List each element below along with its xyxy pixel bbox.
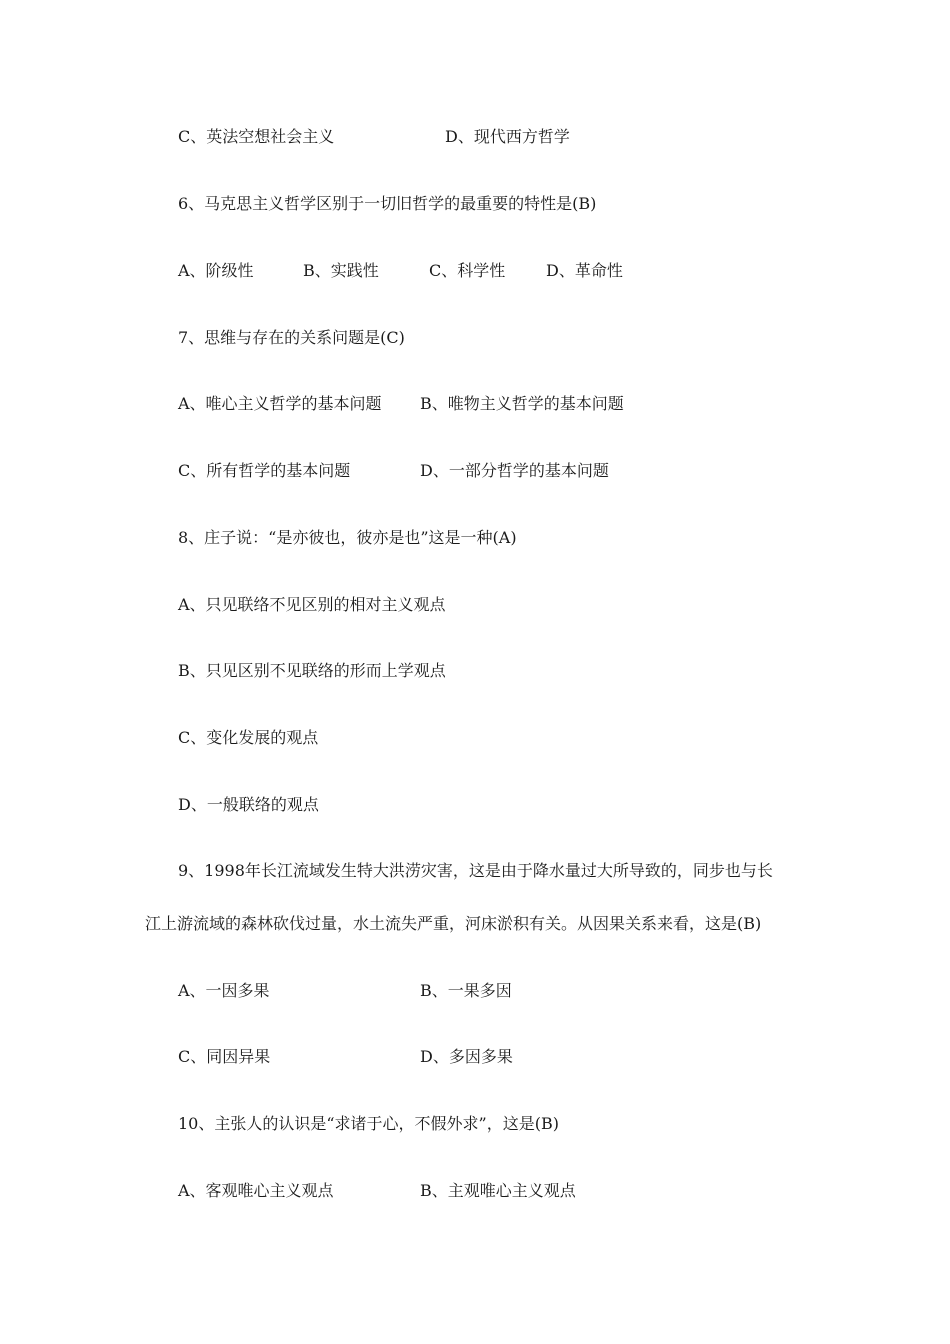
q8-option-b: B、只见区别不见联络的形而上学观点 <box>178 661 446 680</box>
q5-option-c: C、英法空想社会主义 <box>178 127 335 146</box>
q8-option-a: A、只见联络不见区别的相对主义观点 <box>178 595 446 614</box>
q9-stem-line-2: 江上游流域的森林砍伐过量，水土流失严重，河床淤积有关。从因果关系来看，这是(B) <box>145 914 762 933</box>
q7-option-c: C、所有哲学的基本问题 <box>178 461 351 480</box>
q8-option-d: D、一般联络的观点 <box>178 795 319 814</box>
q8-stem: 8、庄子说：“是亦彼也，彼亦是也”这是一种(A) <box>178 528 517 547</box>
q7-option-d: D、一部分哲学的基本问题 <box>420 461 609 480</box>
q10-option-a: A、客观唯心主义观点 <box>178 1181 334 1200</box>
q9-stem-line-1: 9、1998年长江流域发生特大洪涝灾害，这是由于降水量过大所导致的，同步也与长 <box>178 861 773 880</box>
q7-option-b: B、唯物主义哲学的基本问题 <box>420 394 624 413</box>
q6-stem: 6、马克思主义哲学区别于一切旧哲学的最重要的特性是(B) <box>178 194 597 213</box>
q10-option-b: B、主观唯心主义观点 <box>420 1181 576 1200</box>
q9-option-d: D、多因多果 <box>420 1047 513 1066</box>
q6-option-d: D、革命性 <box>546 261 623 280</box>
q6-option-b: B、实践性 <box>303 261 379 280</box>
q5-option-d: D、现代西方哲学 <box>445 127 570 146</box>
q7-option-a: A、唯心主义哲学的基本问题 <box>178 394 382 413</box>
q9-option-a: A、一因多果 <box>178 981 270 1000</box>
q8-option-c: C、变化发展的观点 <box>178 728 319 747</box>
q6-option-a: A、阶级性 <box>178 261 254 280</box>
q9-option-b: B、一果多因 <box>420 981 512 1000</box>
q6-option-c: C、科学性 <box>429 261 506 280</box>
q10-stem: 10、主张人的认识是“求诸于心，不假外求”，这是(B) <box>178 1114 559 1133</box>
q9-option-c: C、同因异果 <box>178 1047 271 1066</box>
q7-stem: 7、思维与存在的关系问题是(C) <box>178 328 405 347</box>
